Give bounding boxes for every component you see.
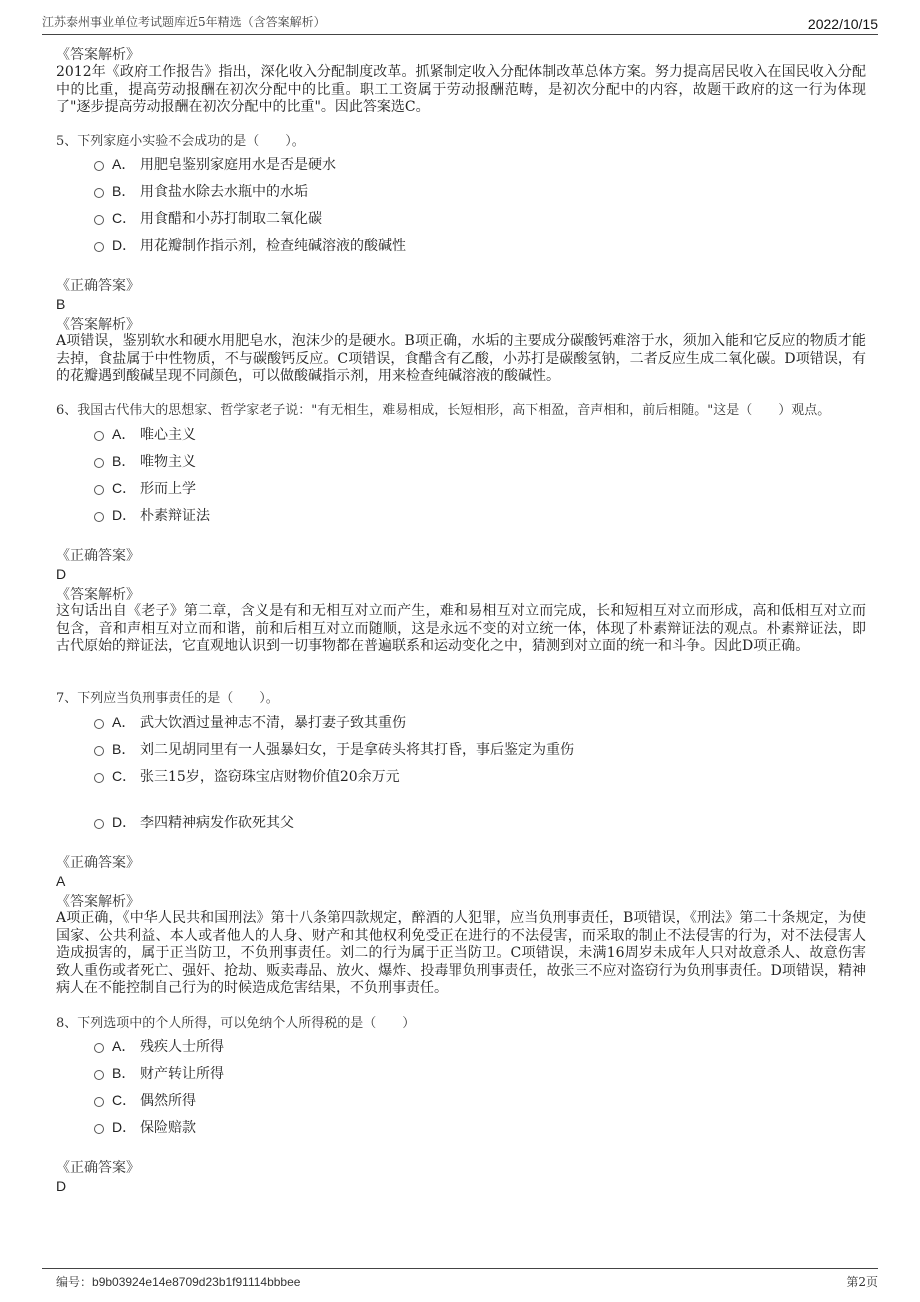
q8-option-c[interactable]: C． 偶然所得: [94, 1091, 196, 1110]
q5-option-d[interactable]: D． 用花瓣制作指示剂，检查纯碱溶液的酸碱性: [94, 236, 406, 255]
q5-answer: B: [56, 296, 66, 312]
q5-option-c[interactable]: C． 用食醋和小苏打制取二氧化碳: [94, 209, 322, 228]
q6-answer: D: [56, 566, 67, 582]
radio-icon[interactable]: [94, 431, 104, 441]
radio-icon[interactable]: [94, 773, 104, 783]
document-date: 2022/10/15: [807, 16, 878, 32]
q6-answer-label: 《正确答案》: [56, 548, 140, 564]
q7-analysis-label: 《答案解析》: [56, 894, 140, 910]
q5-option-a[interactable]: A． 用肥皂鉴别家庭用水是否是硬水: [94, 155, 336, 174]
document-code: 编号：b9b03924e14e8709d23b1f91114bbbee: [56, 1275, 301, 1289]
radio-icon[interactable]: [94, 1124, 104, 1134]
radio-icon[interactable]: [94, 215, 104, 225]
q7-option-a[interactable]: A． 武大饮酒过量神志不清，暴打妻子致其重伤: [94, 713, 406, 732]
q7-answer: A: [56, 873, 66, 889]
q7-option-d[interactable]: D． 李四精神病发作砍死其父: [94, 813, 294, 832]
document-title: 江苏泰州事业单位考试题库近5年精选（含答案解析）: [42, 15, 326, 29]
q4-analysis-text: 2012年《政府工作报告》指出，深化收入分配制度改革。抓紧制定收入分配体制改革总体方案。努力提高居民收入在国民收入分配中的比重，提高劳动报酬在初次分配中的比重。职工工资属于劳动报酬范畴，是初次分配中的内容，故题干政府的这一行为体现了"逐步提高劳动报酬在初次分配中的比重"。因此答案选C。: [56, 64, 866, 115]
q8-answer: D: [56, 1178, 67, 1194]
q6-analysis-label: 《答案解析》: [56, 587, 140, 603]
radio-icon[interactable]: [94, 719, 104, 729]
radio-icon[interactable]: [94, 485, 104, 495]
q8-question: 8、下列选项中的个人所得，可以免纳个人所得税的是（ ）: [56, 1016, 416, 1031]
radio-icon[interactable]: [94, 746, 104, 756]
radio-icon[interactable]: [94, 161, 104, 171]
q8-option-b[interactable]: B． 财产转让所得: [94, 1064, 224, 1083]
q8-answer-label: 《正确答案》: [56, 1160, 140, 1176]
q5-answer-label: 《正确答案》: [56, 278, 140, 294]
q6-option-d[interactable]: D． 朴素辩证法: [94, 506, 210, 525]
radio-icon[interactable]: [94, 512, 104, 522]
radio-icon[interactable]: [94, 242, 104, 252]
q7-option-b[interactable]: B． 刘二见胡同里有一人强暴妇女，于是拿砖头将其打昏，事后鉴定为重伤: [94, 740, 574, 759]
q8-option-d[interactable]: D． 保险赔款: [94, 1118, 196, 1137]
q6-option-b[interactable]: B． 唯物主义: [94, 452, 196, 471]
q7-analysis-text: A项正确，《中华人民共和国刑法》第十八条第四款规定，醉酒的人犯罪，应当负刑事责任，B项错误，《刑法》第二十条规定，为使国家、公共利益、本人或者他人的人身、财产和其他权利免受正在进行的不法侵害，而采取的制止不法侵害的行为，对不法侵害人造成损害的，属于正当防卫，不负刑事责任。刘二的行为属于正当防卫。C项错误，未满16周岁未成年人只对故意杀人、故意伤害致人重伤或者死亡、强奸、抢劫、贩卖毒品、放火、爆炸、投毒罪负刑事责任，故张三不应对盗窃行为负刑事责任。D项错误，精神病人在不能控制自己行为的时候造成危害结果，不负刑事责任。: [56, 910, 866, 996]
q8-option-a[interactable]: A． 残疾人士所得: [94, 1037, 224, 1056]
q5-option-b[interactable]: B． 用食盐水除去水瓶中的水垢: [94, 182, 308, 201]
radio-icon[interactable]: [94, 188, 104, 198]
q6-analysis-text: 这句话出自《老子》第二章，含义是有和无相互对立而产生，难和易相互对立而完成，长和短相互对立而形成，高和低相互对立而包含，音和声相互对立而和谐，前和后相互对立而随顺，这是永远不变的对立统一体，体现了朴素辩证法的观点。朴素辩证法，即古代原始的辩证法，它直观地认识到一切事物都在普遍联系和运动变化之中，猜测到对立面的统一和斗争。因此D项正确。: [56, 603, 866, 654]
page-number: 第2页: [846, 1275, 878, 1289]
q7-question: 7、下列应当负刑事责任的是（ ）。: [56, 691, 279, 706]
radio-icon[interactable]: [94, 458, 104, 468]
q5-analysis-label: 《答案解析》: [56, 317, 140, 333]
q5-analysis-text: A项错误，鉴别软水和硬水用肥皂水，泡沫少的是硬水。B项正确，水垢的主要成分碳酸钙难溶于水，须加入能和它反应的物质才能去掉，食盐属于中性物质，不与碳酸钙反应。C项错误，食醋含有乙酸，小苏打是碳酸氢钠，二者反应生成二氧化碳。D项错误，有的花瓣遇到酸碱呈现不同颜色，可以做酸碱指示剂，用来检查纯碱溶液的酸碱性。: [56, 333, 866, 384]
q7-option-c[interactable]: C． 张三15岁，盗窃珠宝店财物价值20余万元: [94, 767, 400, 786]
radio-icon[interactable]: [94, 1097, 104, 1107]
q6-option-c[interactable]: C． 形而上学: [94, 479, 196, 498]
page-footer: [42, 1268, 878, 1293]
page-header: [42, 12, 878, 35]
q7-answer-label: 《正确答案》: [56, 855, 140, 871]
q6-option-a[interactable]: A． 唯心主义: [94, 425, 196, 444]
radio-icon[interactable]: [94, 1043, 104, 1053]
radio-icon[interactable]: [94, 1070, 104, 1080]
q5-question: 5、下列家庭小实验不会成功的是（ ）。: [56, 134, 305, 149]
q6-question: 6、我国古代伟大的思想家、哲学家老子说："有无相生，难易相成，长短相形，高下相盈，音声相和，前后相随。"这是（ ）观点。: [56, 403, 831, 418]
radio-icon[interactable]: [94, 819, 104, 829]
q4-analysis-label: 《答案解析》: [56, 47, 140, 63]
